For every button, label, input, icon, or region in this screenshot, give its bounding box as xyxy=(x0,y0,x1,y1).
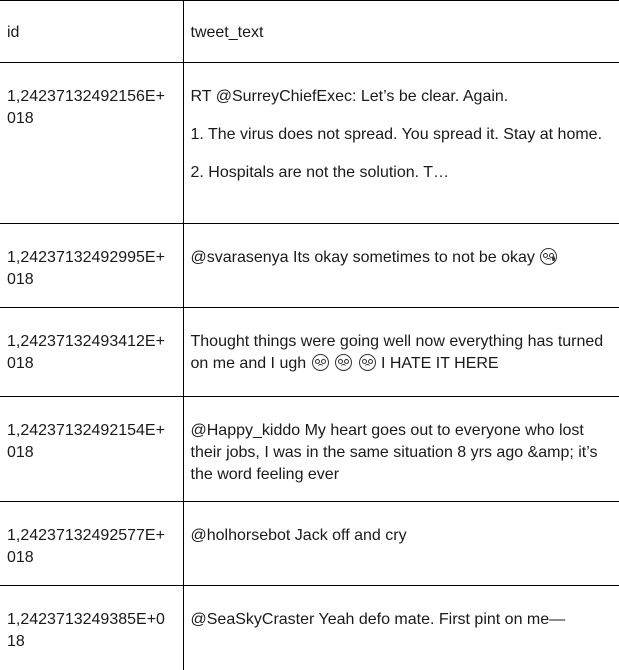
tweet-text: @SeaSkyCraster Yeah defo mate. First pint on me— xyxy=(190,611,566,628)
tweet-text: Thought things were going well now everything has turned on me and I ugh xyxy=(190,333,604,372)
weary-face-icon xyxy=(359,354,376,371)
table-row xyxy=(0,397,619,502)
tweet-id: 1,24237132492156E+018 xyxy=(7,88,165,127)
id-cell xyxy=(0,502,183,586)
tweet-text-cell xyxy=(183,586,619,670)
tweet-text: @holhorsebot Jack off and cry xyxy=(190,527,407,544)
table-row xyxy=(0,586,619,670)
header-id: id xyxy=(0,1,183,63)
tweet-text-cell xyxy=(183,308,619,397)
tweet-text: I HATE IT HERE xyxy=(380,355,499,372)
tweet-paragraph: RT @SurreyChiefExec: Let’s be clear. Again. xyxy=(190,88,509,105)
tweet-id: 1,2423713249385E+018 xyxy=(7,611,165,650)
tweet-paragraph: 2. Hospitals are not the solution. T… xyxy=(190,164,450,181)
id-cell xyxy=(0,586,183,670)
table-row xyxy=(0,63,619,224)
id-cell xyxy=(0,63,183,224)
tweet-id: 1,24237132492577E+018 xyxy=(7,527,165,566)
header-tweet-text: tweet_text xyxy=(183,1,619,63)
id-cell xyxy=(0,308,183,397)
weary-face-icon xyxy=(335,354,352,371)
crying-face-icon xyxy=(540,248,557,265)
tweet-text-cell xyxy=(183,224,619,308)
tweet-text-cell xyxy=(183,397,619,502)
tweet-id: 1,24237132492154E+018 xyxy=(7,422,165,461)
tweet-text: @svarasenya Its okay sometimes to not be okay xyxy=(190,249,535,266)
header-row xyxy=(0,1,619,63)
tweet-id: 1,24237132493412E+018 xyxy=(7,333,165,372)
tweet-id: 1,24237132492995E+018 xyxy=(7,249,165,288)
tweet-text-cell xyxy=(183,502,619,586)
weary-face-icon xyxy=(312,354,329,371)
table-row xyxy=(0,224,619,308)
id-cell xyxy=(0,397,183,502)
tweet-text-cell xyxy=(183,63,619,224)
table-row xyxy=(0,502,619,586)
id-cell xyxy=(0,224,183,308)
tweet-text: @Happy_kiddo My heart goes out to everyone who lost their jobs, I was in the same situation 8 yrs ago &amp; it’s the word feeling ever xyxy=(190,422,598,483)
tweet-paragraph: 1. The virus does not spread. You spread it. Stay at home. xyxy=(190,126,603,143)
table-row xyxy=(0,308,619,397)
